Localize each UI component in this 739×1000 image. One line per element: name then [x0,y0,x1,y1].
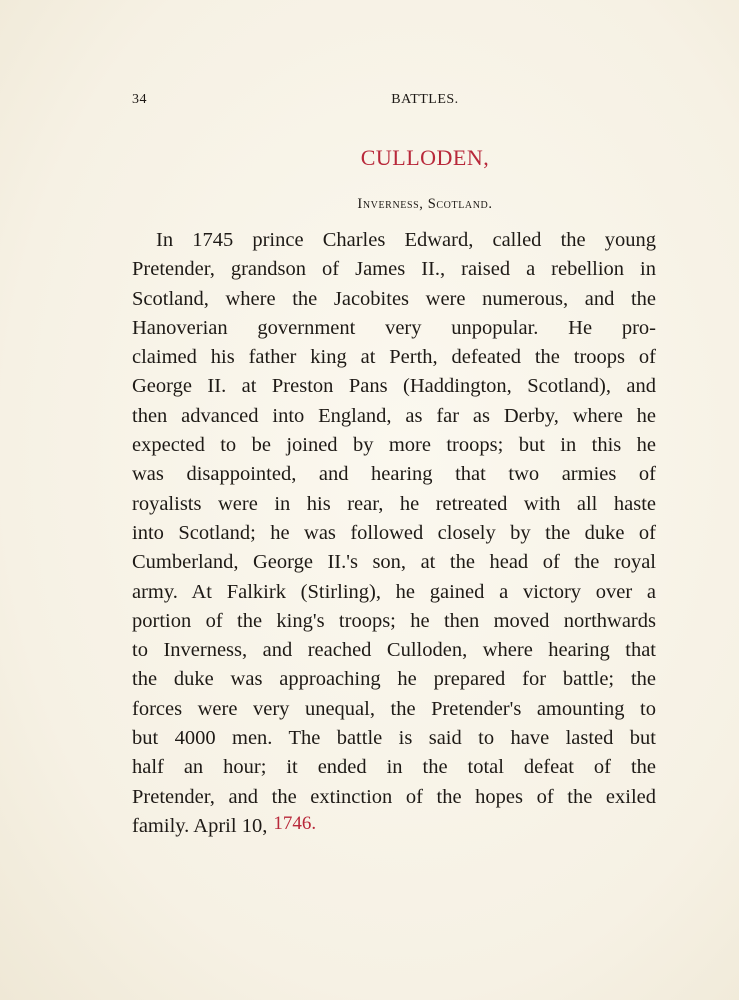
body-text [132,226,656,841]
body-line: into Scotland; he was followed closely by the duke of [132,521,656,544]
section-subtitle: Inverness, Scotland. [357,196,493,212]
body-line: forces were very unequal, the Pretender's amounting to [132,697,656,720]
final-line-text: family. April 10, [132,814,268,837]
body-line: was disappointed, and hearing that two armies of [132,463,656,486]
body-line: portion of the king's troops; he then moved northwards [132,609,656,632]
final-line [132,812,656,841]
body-line: expected to be joined by more troops; but in this he [132,434,656,457]
body-line: Hanoverian government very unpopular. He pro- [132,316,656,339]
body-line: but 4000 men. The battle is said to have lasted but [132,727,656,750]
body-line: half an hour; it ended in the total defeat of the [132,756,656,779]
body-line: royalists were in his rear, he retreated with all haste [132,492,656,515]
body-line: George II. at Preston Pans (Haddington, Scotland), and [132,375,656,398]
body-line: In 1745 prince Charles Edward, called the young [156,229,656,251]
body-line: Cumberland, George II.'s son, at the head of the royal [132,551,656,574]
body-line: to Inverness, and reached Culloden, where hearing that [132,639,656,662]
body-line: army. At Falkirk (Stirling), he gained a victory over a [132,580,656,603]
section-title: CULLODEN, [360,145,490,170]
body-line: then advanced into England, as far as Derby, where he [132,404,656,427]
body-line: the duke was approaching he prepared for battle; the [132,668,656,691]
body-line: Pretender, grandson of James II., raised a rebellion in [132,258,656,281]
page-number: 34 [132,92,147,107]
body-line: Scotland, where the Jacobites were numerous, and the [132,287,656,310]
battle-year: 1746. [273,812,317,834]
body-line: claimed his father king at Perth, defeated the troops of [132,346,656,369]
body-line: Pretender, and the extinction of the hopes of the exiled [132,785,656,808]
running-head: BATTLES. [391,92,459,107]
page-header [132,92,656,112]
